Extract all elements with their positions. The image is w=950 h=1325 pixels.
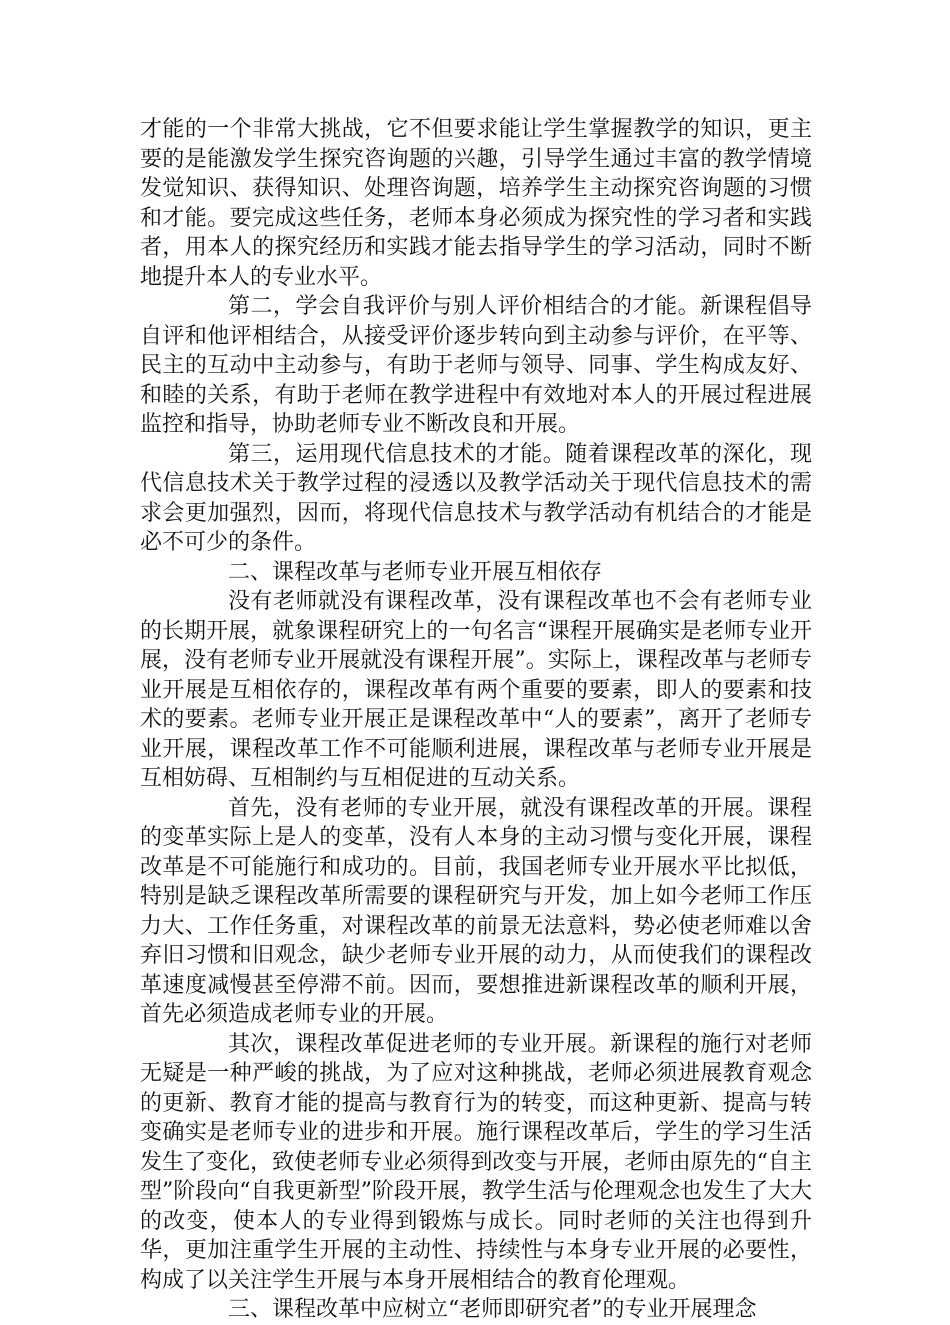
document-page: [140, 115, 812, 1325]
paragraph-interdependence: 没有老师就没有课程改革，没有课程改革也不会有老师专业的长期开展，就象课程研究上的一句名言“课程开展确实是老师专业开展，没有老师专业开展就没有课程开展”。实际上，课程改革与老师专业开展是互相依存的，课程改革有两个重要的要素，即人的要素和技术的要素。老师专业开展正是课程改革中“人的要素”，离开了老师专业开展，课程改革工作不可能顺利进展，课程改革与老师专业开展是互相妨碍、互相制约与互相促进的互动关系。: [140, 589, 812, 791]
paragraph-first: 首先，没有老师的专业开展，就没有课程改革的开展。课程的变革实际上是人的变革，没有人本身的主动习惯与变化开展，课程改革是不可能施行和成功的。目前，我国老师专业开展水平比拟低，特别是缺乏课程改革所需要的课程研究与开发，加上如今老师工作压力大、工作任务重，对课程改革的前景无法意料，势必使老师难以舍弃旧习惯和旧观念，缺少老师专业开展的动力，从而使我们的课程改革速度减慢甚至停滞不前。因而，要想推进新课程改革的顺利开展，首先必须造成老师专业的开展。: [140, 795, 812, 1027]
paragraph-ability-challenge: 才能的一个非常大挑战，它不但要求能让学生掌握教学的知识，更主要的是能激发学生探究咨询题的兴趣，引导学生通过丰富的教学情境发觉知识、获得知识、处理咨询题，培养学生主动探究咨询题的习惯和才能。要完成这些任务，老师本身必须成为探究性的学习者和实践者，用本人的探究经历和实践才能去指导学生的学习活动，同时不断地提升本人的专业水平。: [140, 117, 812, 290]
section-heading-3: 三、课程改革中应树立“老师即研究者”的专业开展理念: [228, 1297, 757, 1322]
paragraph-second: 其次，课程改革促进老师的专业开展。新课程的施行对老师无疑是一种严峻的挑战，为了应对这种挑战，老师必须进展教育观念的更新、教育才能的提高与教育行为的转变，而这种更新、提高与转变确实是老师专业的进步和开展。施行课程改革后，学生的学习生活发生了变化，致使老师专业必须得到改变与开展，老师由原先的“自主型”阶段向“自我更新型”阶段开展，教学生活与伦理观念也发生了大大的改变，使本人的专业得到锻炼与成长。同时老师的关注也得到升华，更加注重学生开展的主动性、持续性与本身专业开展的必要性，构成了以关注学生开展与本身开展相结合的教育伦理观。: [140, 1031, 812, 1293]
paragraph-self-evaluation: 第二，学会自我评价与别人评价相结合的才能。新课程倡导自评和他评相结合，从接受评价逐步转向到主动参与评价，在平等、民主的互动中主动参与，有助于老师与领导、同事、学生构成友好、和睦的关系，有助于老师在教学进程中有效地对本人的开展过程进展监控和指导，协助老师专业不断改良和开展。: [140, 294, 812, 437]
paragraph-information-technology: 第三，运用现代信息技术的才能。随着课程改革的深化，现代信息技术关于教学过程的浸透以及教学活动关于现代信息技术的需求会更加强烈，因而，将现代信息技术与教学活动有机结合的才能是必不可少的条件。: [140, 441, 812, 555]
section-heading-2: 二、课程改革与老师专业开展互相依存: [228, 559, 603, 585]
